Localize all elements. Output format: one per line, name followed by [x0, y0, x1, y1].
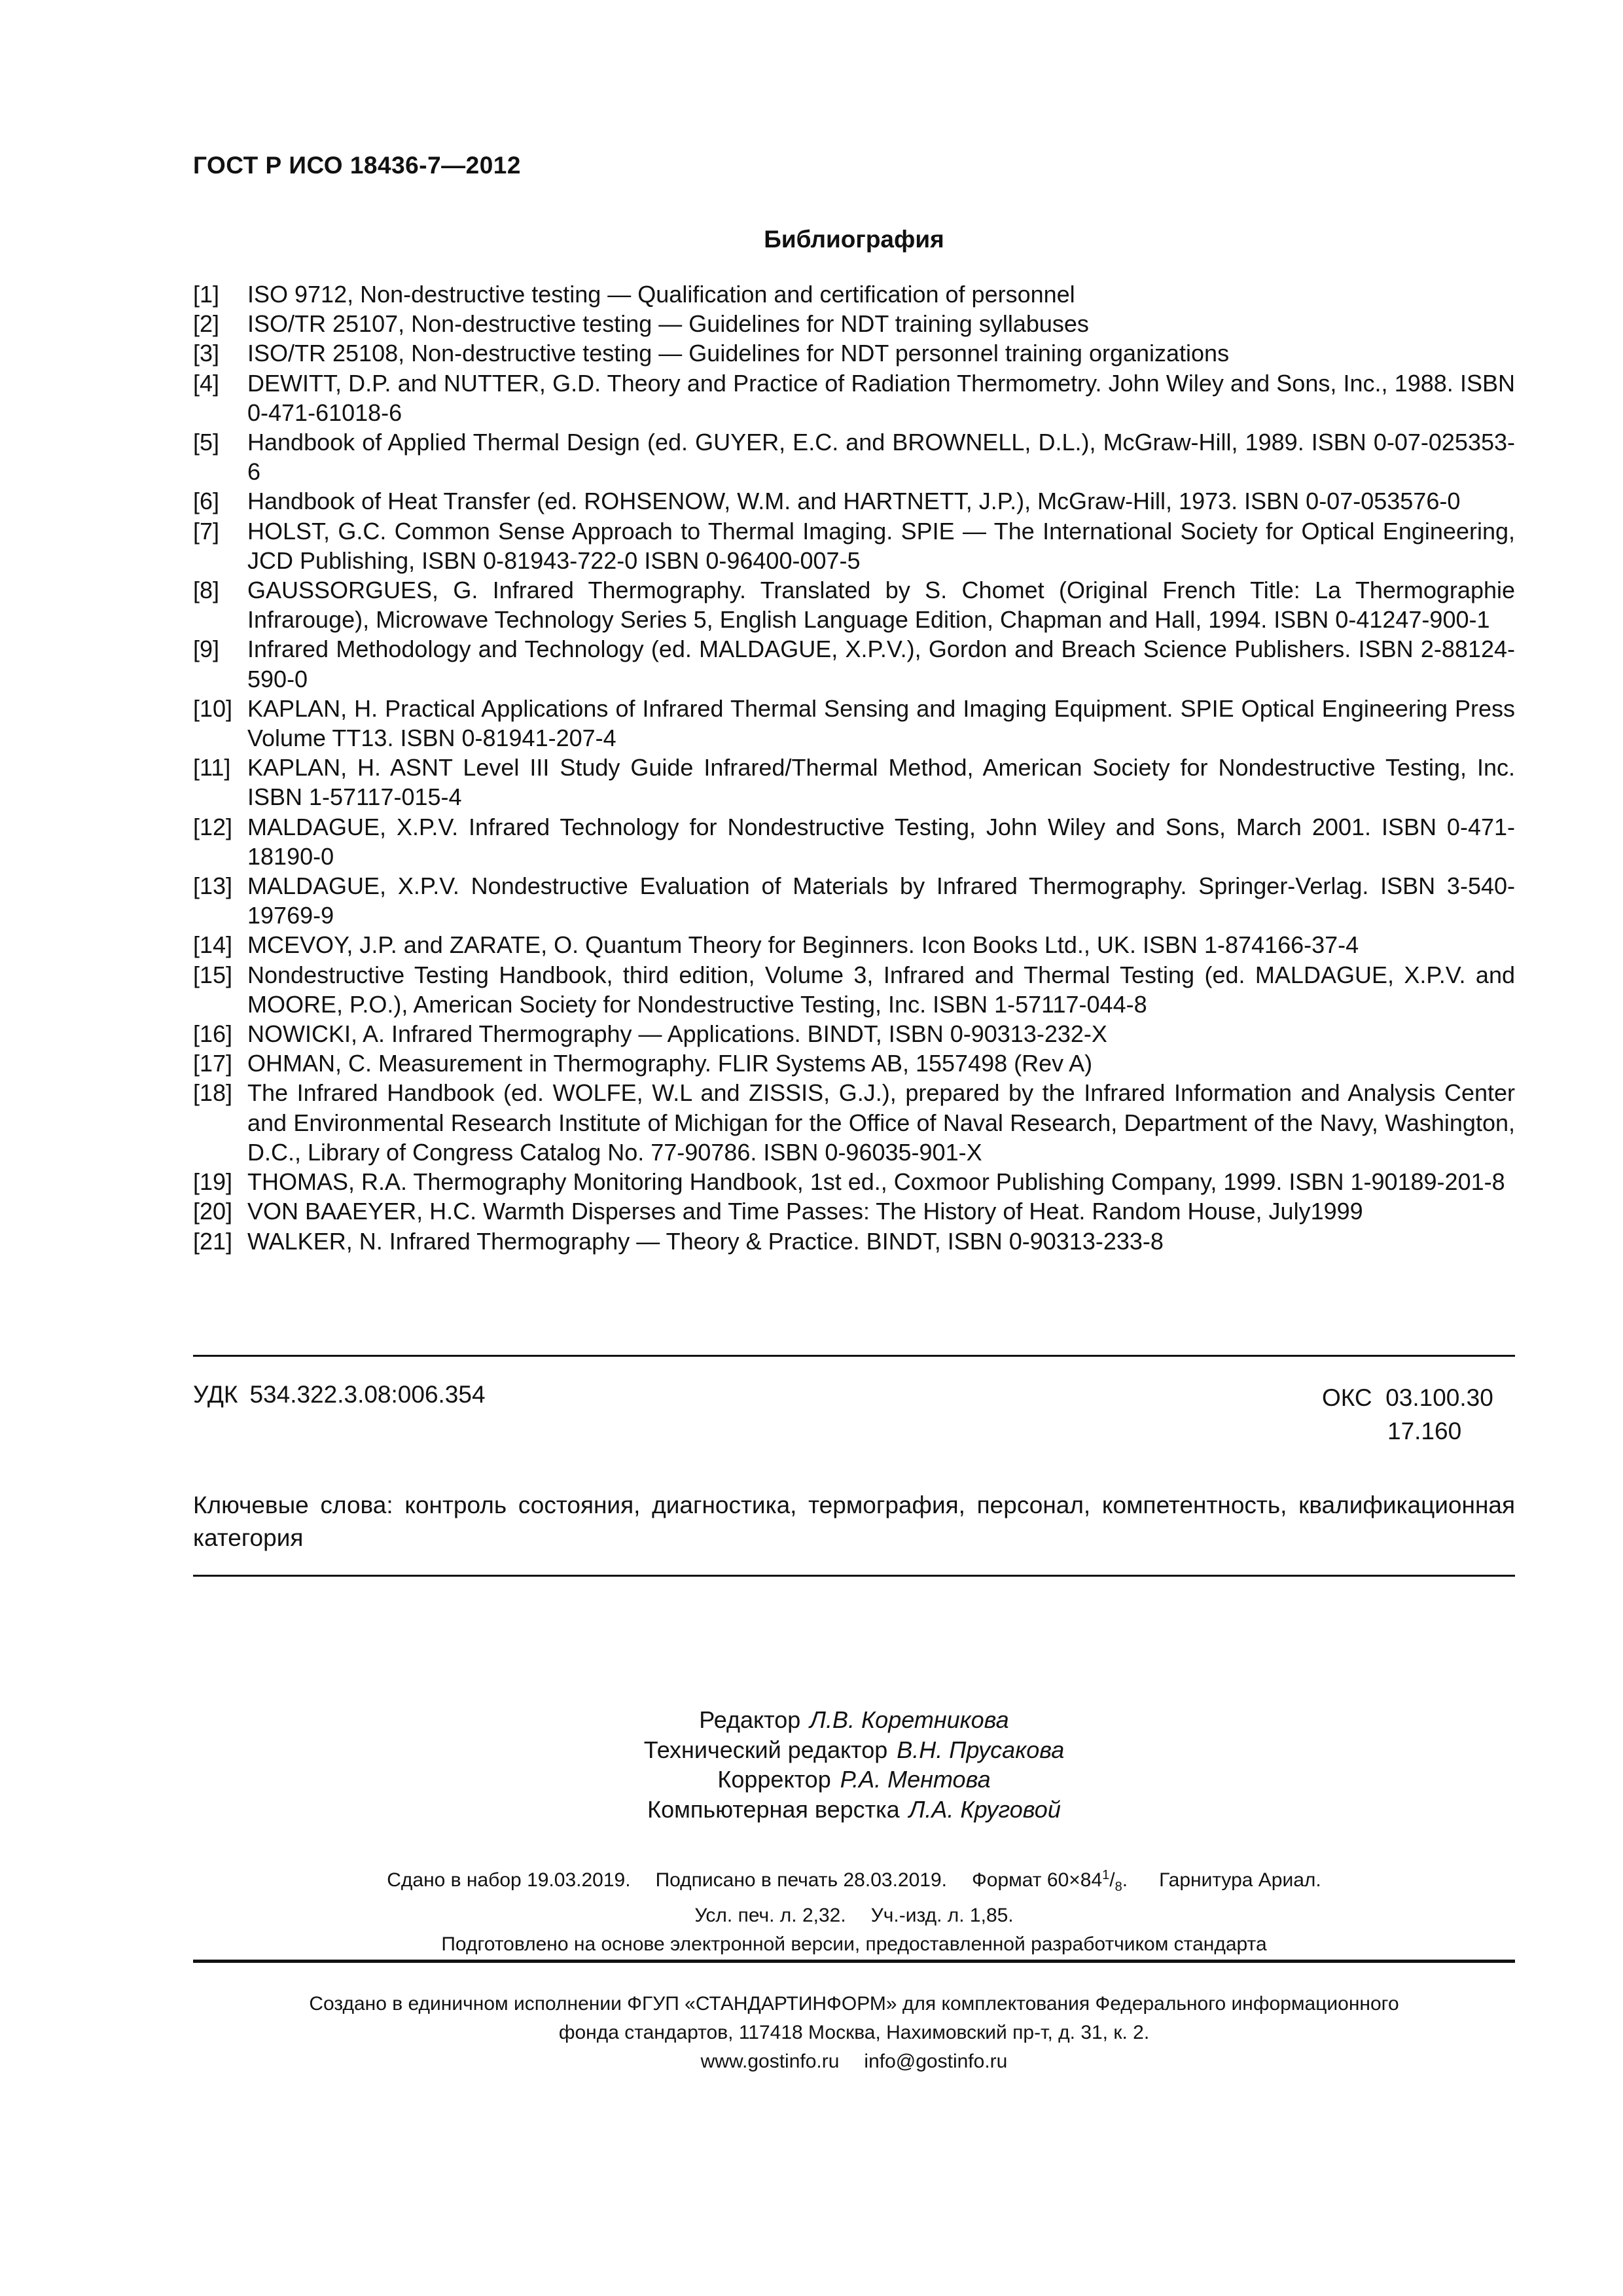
- credit-name: Л.А. Круговой: [908, 1795, 1061, 1823]
- bibliography-item-number: [3]: [193, 340, 220, 367]
- bibliography-item: [193, 960, 1515, 1019]
- credit-name: Р.А. Ментова: [840, 1766, 991, 1793]
- udk-classification: [193, 1381, 486, 1408]
- bibliography-item: [193, 338, 1515, 368]
- bibliography-item: [193, 279, 1515, 309]
- bibliography-item: [193, 634, 1515, 693]
- bibliography-item: [193, 1049, 1515, 1078]
- footer-line-2: фонда стандартов, 117418 Москва, Нахимовский пр-т, д. 31, к. 2.: [558, 2022, 1150, 2043]
- bibliography-item-number: [12]: [193, 813, 233, 840]
- bibliography-item: [193, 1078, 1515, 1167]
- website-link[interactable]: www.gostinfo.ru: [700, 2051, 840, 2072]
- bibliography-item-number: [16]: [193, 1020, 233, 1048]
- oks-value-1: 03.100.30: [1385, 1384, 1493, 1411]
- bibliography-item-text: MALDAGUE, X.P.V. Infrared Technology for Nondestructive Testing, John Wiley and Sons, March 2001. ISBN 0-471-18190-0: [247, 813, 1515, 870]
- udk-value: 534.322.3.08:006.354: [249, 1381, 486, 1408]
- bibliography-item: [193, 575, 1515, 634]
- bibliography-item-text: MCEVOY, J.P. and ZARATE, O. Quantum Theory for Beginners. Icon Books Ltd., UK. ISBN 1-874166-37-4: [247, 931, 1359, 959]
- typeface: Гарнитура Ариал.: [1159, 1869, 1321, 1891]
- bibliography-item-text: The Infrared Handbook (ed. WOLFE, W.L and ZISSIS, G.J.), prepared by the Infrared Information and Analysis Center and Environmental Research Institute of Michigan for the Office of Naval Research, Department of the Navy, Washington, D.C., Library of Congress Catalog No. 77-90786. ISBN 0-96035-901-X: [247, 1079, 1515, 1166]
- email-link[interactable]: info@gostinfo.ru: [864, 2051, 1008, 2072]
- credit-role: Редактор: [699, 1706, 801, 1733]
- edition-sheets: Уч.-изд. л. 1,85.: [870, 1905, 1014, 1926]
- divider-top: [193, 1355, 1515, 1357]
- bibliography-item-text: KAPLAN, H. ASNT Level III Study Guide Infrared/Thermal Method, American Society for Nondestructive Testing, Inc. ISBN 1-57117-015-4: [247, 754, 1515, 811]
- bibliography-item-text: ISO/TR 25107, Non-destructive testing — Guidelines for NDT training syllabuses: [247, 310, 1089, 338]
- signed-date: Подписано в печать 28.03.2019.: [655, 1869, 947, 1891]
- bibliography-item: [193, 1196, 1515, 1226]
- bibliography-item-text: WALKER, N. Infrared Thermography — Theory & Practice. BINDT, ISBN 0-90313-233-8: [247, 1227, 1164, 1255]
- bibliography-item: [193, 368, 1515, 427]
- bibliography-item-number: [2]: [193, 310, 220, 338]
- format: Формат $60\times 84^1/_8$.: [971, 1868, 1128, 1894]
- bibliography-item: [193, 1167, 1515, 1196]
- bibliography-item-number: [19]: [193, 1168, 233, 1196]
- bibliography-item-number: [15]: [193, 961, 233, 988]
- credit-name: Л.В. Коретникова: [810, 1706, 1009, 1733]
- divider-bottom: [193, 1960, 1515, 1963]
- oks-classification: [1322, 1381, 1493, 1448]
- bibliography-item: [193, 486, 1515, 516]
- bibliography-item-text: Handbook of Heat Transfer (ed. ROHSENOW, W.M. and HARTNETT, J.P.), McGraw-Hill, 1973. ISBN 0-07-053576-0: [247, 488, 1461, 515]
- bibliography-item: [193, 309, 1515, 338]
- bibliography-item-number: [9]: [193, 636, 220, 663]
- bibliography-item-number: [13]: [193, 872, 233, 900]
- bibliography-item-text: DEWITT, D.P. and NUTTER, G.D. Theory and Practice of Radiation Thermometry. John Wiley and Sons, Inc., 1988. ISBN 0-471-61018-6: [247, 369, 1515, 426]
- credit-line: [0, 1705, 1623, 1735]
- bibliography-item-text: GAUSSORGUES, G. Infrared Thermography. Translated by S. Chomet (Original French Title: La Thermographie Infrarouge), Microwave Technology Series 5, English Language Edition, Chapman and Hall, 1994. ISBN 0-41247-900-1: [247, 577, 1515, 634]
- bibliography-item-number: [6]: [193, 488, 220, 515]
- bibliography-item: [193, 1019, 1515, 1049]
- keywords-text: контроль состояния, диагностика, термография, персонал, компетентность, квалификационная категория: [193, 1492, 1515, 1551]
- bibliography-item-text: THOMAS, R.A. Thermography Monitoring Handbook, 1st ed., Coxmoor Publishing Company, 1999. ISBN 1-90189-201-8: [247, 1168, 1505, 1196]
- bibliography-list: [193, 279, 1515, 1256]
- credit-role: Корректор: [717, 1766, 831, 1793]
- publication-info: [0, 1861, 1623, 1959]
- bibliography-item-number: [21]: [193, 1227, 233, 1255]
- bibliography-item-text: Nondestructive Testing Handbook, third edition, Volume 3, Infrared and Thermal Testing (ed. MALDAGUE, X.P.V. and MOORE, P.O.), American Society for Nondestructive Testing, Inc. ISBN 1-57117-044-8: [247, 961, 1515, 1018]
- bibliography-item-number: [8]: [193, 577, 220, 604]
- bibliography-item-text: ISO 9712, Non-destructive testing — Qualification and certification of personnel: [247, 281, 1075, 308]
- bibliography-item-text: OHMAN, C. Measurement in Thermography. FLIR Systems AB, 1557498 (Rev A): [247, 1050, 1093, 1077]
- bibliography-item: [193, 1227, 1515, 1256]
- print-sheets: Усл. печ. л. 2,32.: [694, 1905, 846, 1926]
- bibliography-item: [193, 516, 1515, 575]
- document-header: ГОСТ Р ИСО 18436-7—2012: [193, 152, 521, 179]
- bibliography-item-text: ISO/TR 25108, Non-destructive testing — Guidelines for NDT personnel training organizations: [247, 340, 1230, 367]
- bibliography-item: [193, 694, 1515, 753]
- prepared-note: Подготовлено на основе электронной версии, предоставленной разработчиком стандарта: [441, 1933, 1267, 1955]
- bibliography-item-number: [18]: [193, 1079, 233, 1107]
- bibliography-item-text: KAPLAN, H. Practical Applications of Infrared Thermal Sensing and Imaging Equipment. SPIE Optical Engineering Press Volume TT13. ISBN 0-81941-207-4: [247, 694, 1515, 752]
- bibliography-item-text: Infrared Methodology and Technology (ed. MALDAGUE, X.P.V.), Gordon and Breach Science Publishers. ISBN 2-88124-590-0: [247, 636, 1515, 692]
- bibliography-item-number: [11]: [193, 754, 231, 781]
- bibliography-item-number: [10]: [193, 694, 233, 722]
- bibliography-title: Библиография: [764, 226, 944, 253]
- bibliography-item-number: [1]: [193, 281, 220, 308]
- bibliography-item-text: VON BAAEYER, H.C. Warmth Disperses and Time Passes: The History of Heat. Random House, July1999: [247, 1198, 1363, 1225]
- bibliography-item-number: [20]: [193, 1198, 233, 1225]
- bibliography-item: [193, 812, 1515, 871]
- credit-role: Компьютерная верстка: [647, 1795, 900, 1823]
- bibliography-item-text: Handbook of Applied Thermal Design (ed. GUYER, E.C. and BROWNELL, D.L.), McGraw-Hill, 1989. ISBN 0-07-025353-6: [247, 429, 1515, 486]
- bibliography-item: [193, 930, 1515, 960]
- bibliography-item-text: NOWICKI, A. Infrared Thermography — Applications. BINDT, ISBN 0-90313-232-X: [247, 1020, 1107, 1048]
- credit-name: В.Н. Прусакова: [897, 1736, 1065, 1763]
- credit-role: Технический редактор: [643, 1736, 888, 1763]
- submitted-date: Сдано в набор 19.03.2019.: [387, 1869, 631, 1891]
- bibliography-item: [193, 871, 1515, 930]
- keywords: [193, 1489, 1515, 1554]
- footer: [0, 1990, 1623, 2076]
- publication-line-2: [0, 1901, 1623, 1930]
- divider-middle: [193, 1575, 1515, 1577]
- bibliography-item-text: HOLST, G.C. Common Sense Approach to Thermal Imaging. SPIE — The International Society for Optical Engineering, JCD Publishing, ISBN 0-81943-722-0 ISBN 0-96400-007-5: [247, 517, 1515, 574]
- oks-label: ОКС: [1322, 1384, 1372, 1411]
- bibliography-item-number: [17]: [193, 1050, 233, 1077]
- bibliography-item-number: [7]: [193, 517, 220, 545]
- udk-label: УДК: [193, 1381, 238, 1408]
- bibliography-item-number: [14]: [193, 931, 233, 959]
- keywords-label: Ключевые слова:: [193, 1492, 393, 1518]
- footer-line-1: Создано в единичном исполнении ФГУП «СТАНДАРТИНФОРМ» для комплектования Федерального информационного: [309, 1993, 1399, 2015]
- bibliography-item-text: MALDAGUE, X.P.V. Nondestructive Evaluation of Materials by Infrared Thermography. Springer-Verlag. ISBN 3-540-19769-9: [247, 872, 1515, 929]
- bibliography-item: [193, 427, 1515, 486]
- bibliography-item-number: [5]: [193, 429, 220, 456]
- bibliography-item: [193, 753, 1515, 812]
- credit-line: [0, 1765, 1623, 1795]
- credit-line: [0, 1735, 1623, 1765]
- credits: [0, 1705, 1623, 1824]
- oks-value-2: 17.160: [1387, 1418, 1462, 1444]
- footer-line-3: [0, 2047, 1623, 2076]
- publication-line-1: [0, 1861, 1623, 1901]
- bibliography-item-number: [4]: [193, 369, 220, 397]
- credit-line: [0, 1795, 1623, 1825]
